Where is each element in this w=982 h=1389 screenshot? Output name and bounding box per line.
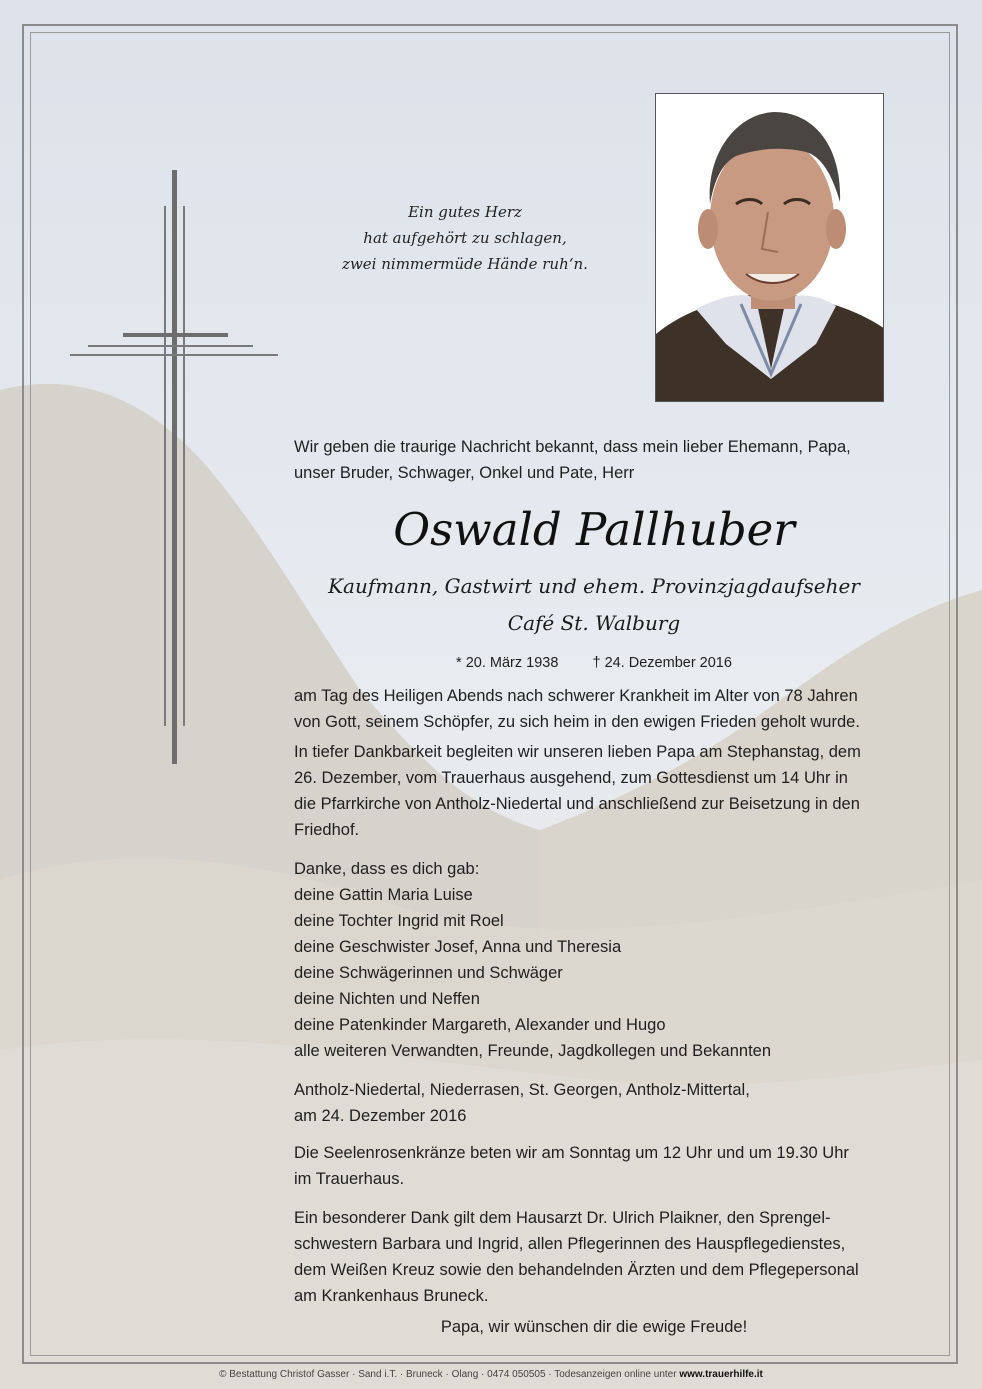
paragraph-line: am Krankenhaus Bruneck. [294, 1287, 489, 1305]
paragraph-line: von Gott, seinem Schöpfer, zu sich heim in den ewigen Frieden geholt wurde. [294, 713, 860, 731]
birth-date: * 20. März 1938 [456, 655, 559, 671]
announcement-text [294, 434, 894, 486]
list-item: deine Geschwister Josef, Anna und Theresia [294, 938, 622, 956]
funeral-paragraph [294, 739, 894, 843]
announcement-line: unser Bruder, Schwager, Onkel und Pate, Herr [294, 464, 635, 482]
list-item: deine Gattin Maria Luise [294, 886, 473, 904]
footer-text: © Bestattung Christof Gasser · Sand i.T. · Bruneck · Olang · 0474 050505 · Todesanzeigen online unter [219, 1369, 680, 1380]
list-item: deine Tochter Ingrid mit Roel [294, 912, 504, 930]
paragraph-line: am Tag des Heiligen Abends nach schwerer Krankheit im Alter von 78 Jahren [294, 687, 858, 705]
paragraph-line: die Pfarrkirche von Antholz-Niedertal und anschließend zur Beisetzung in den [294, 795, 860, 813]
announcement-line: Wir geben die traurige Nachricht bekannt, dass mein lieber Ehemann, Papa, [294, 438, 851, 456]
place-and-date [294, 1077, 894, 1129]
mourners-list [294, 856, 894, 1064]
business-name: Café St. Walburg [507, 611, 681, 635]
death-date: † 24. Dezember 2016 [592, 655, 732, 671]
paragraph-line: dem Weißen Kreuz sowie den behandelnden Ärzten und dem Pflegepersonal [294, 1261, 859, 1279]
footer-link[interactable]: www.trauerhilfe.it [679, 1369, 763, 1380]
paragraph-line: Friedhof. [294, 821, 360, 839]
list-item: deine Schwägerinnen und Schwäger [294, 964, 563, 982]
deceased-name: Oswald Pallhuber [393, 503, 795, 556]
quote-line: zwei nimmermüde Hände ruh‘n. [342, 255, 588, 273]
mourners-heading: Danke, dass es dich gab: [294, 860, 480, 878]
footer [0, 1369, 982, 1380]
cross-icon [68, 168, 282, 768]
paragraph-line: Die Seelenrosenkränze beten wir am Sonntag um 12 Uhr und um 19.30 Uhr [294, 1144, 849, 1162]
list-item: deine Nichten und Neffen [294, 990, 480, 1008]
quote-line: Ein gutes Herz [408, 203, 522, 221]
memorial-quote [300, 199, 630, 277]
death-circumstance-paragraph [294, 683, 894, 735]
date-line: am 24. Dezember 2016 [294, 1107, 467, 1125]
rosary-notice [294, 1140, 894, 1192]
portrait-illustration [656, 94, 884, 402]
gratitude-paragraph [294, 1205, 894, 1309]
closing-line: Papa, wir wünschen dir die ewige Freude! [440, 1318, 748, 1336]
portrait-photo [655, 93, 884, 402]
paragraph-line: schwestern Barbara und Ingrid, allen Pflegerinnen des Hauspflegedienstes, [294, 1235, 846, 1253]
list-item: deine Patenkinder Margareth, Alexander und Hugo [294, 1016, 666, 1034]
occupation-title: Kaufmann, Gastwirt und ehem. Provinzjagdaufseher [328, 574, 860, 598]
quote-line: hat aufgehört zu schlagen, [363, 229, 567, 247]
place-line: Antholz-Niedertal, Niederrasen, St. Georgen, Antholz-Mittertal, [294, 1081, 750, 1099]
paragraph-line: Ein besonderer Dank gilt dem Hausarzt Dr. Ulrich Plaikner, den Sprengel- [294, 1209, 831, 1227]
paragraph-line: In tiefer Dankbarkeit begleiten wir unseren lieben Papa am Stephanstag, dem [294, 743, 861, 761]
life-dates [294, 655, 894, 671]
list-item: alle weiteren Verwandten, Freunde, Jagdkollegen und Bekannten [294, 1042, 772, 1060]
paragraph-line: 26. Dezember, vom Trauerhaus ausgehend, zum Gottesdienst um 14 Uhr in [294, 769, 848, 787]
paragraph-line: im Trauerhaus. [294, 1170, 405, 1188]
